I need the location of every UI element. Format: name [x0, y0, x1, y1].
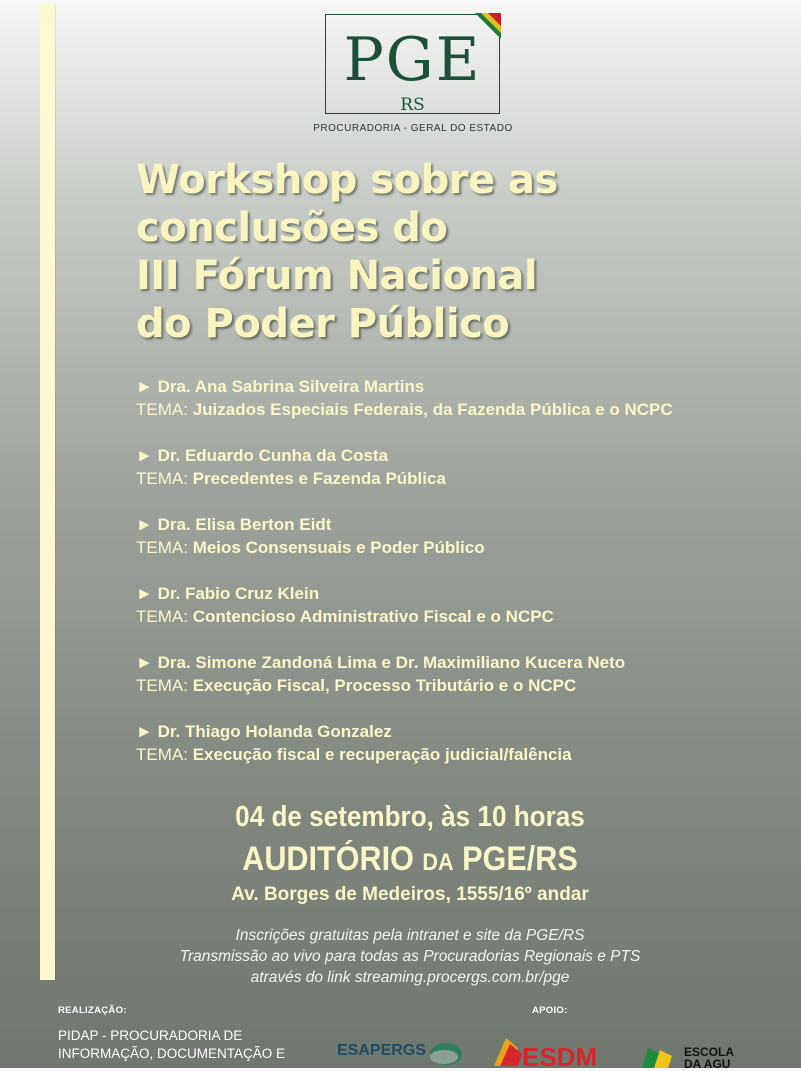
speaker-item [136, 582, 776, 651]
arrow-icon: ► [136, 584, 153, 603]
organizer-line: PIDAP - PROCURADORIA DE [58, 1028, 243, 1043]
escola-agu-line: ESCOLA [684, 1045, 735, 1059]
speaker-name: Dr. Thiago Holanda Gonzalez [157, 722, 392, 741]
escola-agu-logo-text [684, 1046, 734, 1070]
tema-label: TEMA: [136, 400, 188, 419]
venue-connector: DA [422, 849, 454, 876]
event-venue [131, 840, 689, 879]
tema-label: TEMA: [136, 676, 188, 695]
title-line: Workshop sobre as [136, 157, 558, 203]
speaker-name: Dr. Fabio Cruz Klein [157, 584, 320, 603]
info-line: através do link streaming.procergs.com.br/pge [250, 969, 570, 986]
speaker-topic: Execução fiscal e recuperação judicial/falência [192, 745, 572, 764]
info-line: Transmissão ao vivo para todas as Procuradorias Regionais e PTS [179, 948, 641, 965]
registration-info [100, 925, 720, 988]
speaker-topic: Precedentes e Fazenda Pública [192, 469, 446, 488]
venue-place: PGE/RS [462, 840, 578, 878]
speaker-item [136, 720, 776, 789]
title-line: do Poder Público [136, 301, 510, 347]
realizacao-label: REALIZAÇÃO: [58, 1005, 127, 1016]
speaker-item [136, 651, 776, 720]
escola-agu-book-icon [638, 1042, 678, 1068]
workshop-title [136, 156, 756, 348]
side-accent-bar [40, 4, 55, 980]
arrow-icon: ► [136, 515, 153, 534]
pge-logo [325, 14, 500, 114]
speaker-name: Dra. Ana Sabrina Silveira Martins [157, 377, 425, 396]
esdm-text: ESDM [522, 1042, 598, 1068]
arrow-icon: ► [136, 653, 153, 672]
speaker-item [136, 375, 776, 444]
organizer-line: INFORMAÇÃO, DOCUMENTAÇÃO E [58, 1046, 286, 1061]
info-line: Inscrições gratuitas pela intranet e site da PGE/RS [235, 927, 585, 944]
esapergs-swoosh-icon [424, 1040, 464, 1066]
title-line: conclusões do [136, 205, 448, 251]
logo-main-text: PGE [343, 25, 482, 95]
speaker-topic: Contencioso Administrativo Fiscal e o NCPC [192, 607, 554, 626]
esdm-logo [492, 1036, 600, 1068]
arrow-icon: ► [136, 722, 153, 741]
escola-agu-line: DA AGU [684, 1057, 731, 1071]
speaker-name: Dr. Eduardo Cunha da Costa [157, 446, 389, 465]
venue-name: AUDITÓRIO [242, 840, 414, 878]
speaker-topic: Meios Consensuais e Poder Público [192, 538, 485, 557]
speaker-topic: Juizados Especiais Federais, da Fazenda Pública e o NCPC [192, 400, 673, 419]
title-line: III Fórum Nacional [136, 253, 538, 299]
apoio-label: APOIO: [532, 1005, 568, 1016]
speaker-item [136, 513, 776, 582]
tema-label: TEMA: [136, 745, 188, 764]
event-date: 04 de setembro, às 10 horas [235, 801, 585, 833]
arrow-icon: ► [136, 446, 153, 465]
esapergs-logo-text: ESAPERGS [337, 1042, 426, 1059]
speaker-name: Dra. Simone Zandoná Lima e Dr. Maximiliano Kucera Neto [157, 653, 626, 672]
flag-icon [475, 13, 501, 39]
organizer-name [58, 1027, 318, 1063]
tema-label: TEMA: [136, 538, 188, 557]
arrow-icon: ► [136, 377, 153, 396]
speaker-topic: Execução Fiscal, Processo Tributário e o NCPC [192, 676, 577, 695]
speaker-item [136, 444, 776, 513]
logo-org-name: PROCURADORIA - GERAL DO ESTADO [313, 123, 513, 134]
tema-label: TEMA: [136, 607, 188, 626]
event-address: Av. Borges de Medeiros, 1555/16º andar [231, 884, 589, 905]
logo-sub-text: RS [400, 95, 425, 115]
tema-label: TEMA: [136, 469, 188, 488]
speaker-list [136, 375, 776, 789]
speaker-name: Dra. Elisa Berton Eidt [157, 515, 332, 534]
